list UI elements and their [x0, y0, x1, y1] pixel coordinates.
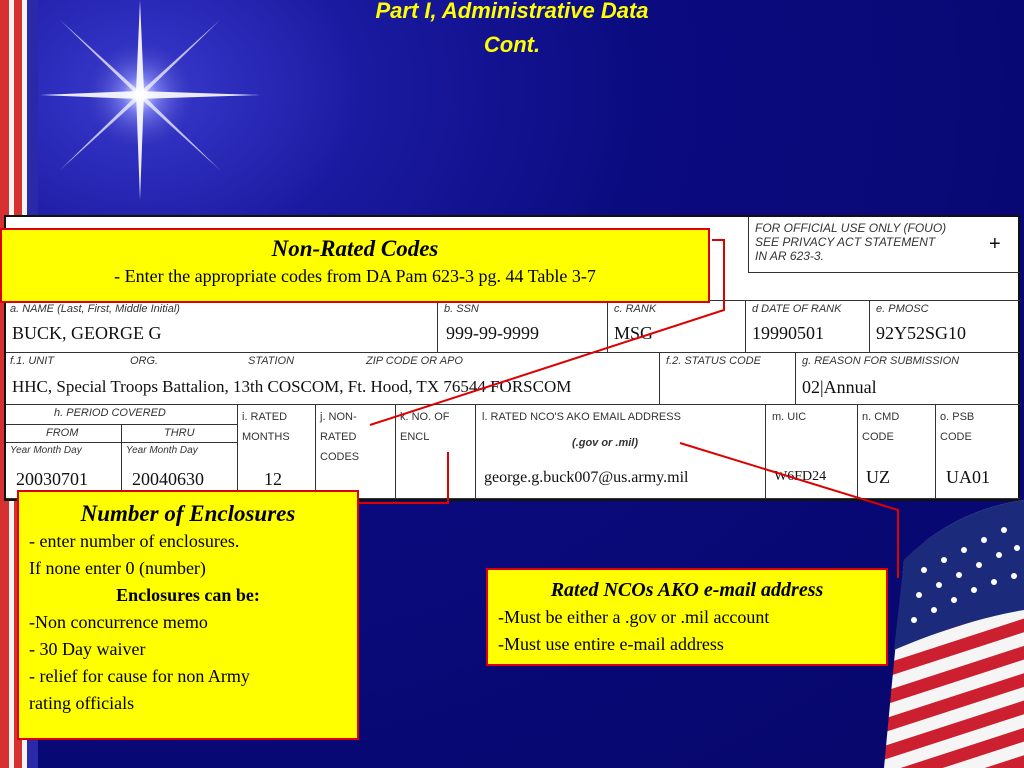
slide-title-line-1: Part I, Administrative Data [375, 0, 649, 23]
psb-code-label-2: CODE [940, 431, 972, 443]
enclosures-label-2: ENCL [400, 431, 430, 443]
ssn-label: b. SSN [444, 303, 479, 315]
zip-label: ZIP CODE OR APO [366, 355, 463, 367]
enclosures-line-6: rating officials [29, 693, 135, 713]
email-label: l. RATED NCO'S AKO EMAIL ADDRESS [482, 411, 681, 423]
uic-value: W6FD24 [774, 469, 827, 484]
enclosures-callout [17, 490, 359, 740]
cmd-code-label-2: CODE [862, 431, 894, 443]
pmosc-label: e. PMOSC [876, 303, 929, 315]
non-rated-label-1: j. NON- [320, 411, 357, 423]
name-label: a. NAME (Last, First, Middle Initial) [10, 303, 180, 315]
cmd-code-value: UZ [866, 467, 890, 487]
non-rated-label-2: RATED [320, 431, 357, 443]
enclosures-line-1: - enter number of enclosures. [29, 531, 240, 551]
email-callout [486, 568, 888, 666]
from-sub-label: Year Month Day [10, 445, 82, 456]
status-code-label: f.2. STATUS CODE [666, 355, 761, 367]
rank-value: MSG [614, 323, 654, 343]
rated-months-label-1: i. RATED [242, 411, 288, 423]
fouo-line-1: FOR OFFICIAL USE ONLY (FOUO) [755, 221, 947, 235]
slide-title-line-2: Cont. [483, 32, 541, 57]
reason-value: 02|Annual [802, 377, 877, 397]
fouo-line-3: IN AR 623-3. [755, 249, 824, 263]
date-of-rank-value: 19990501 [752, 323, 824, 343]
cmd-code-label-1: n. CMD [862, 411, 900, 423]
ssn-value: 999-99-9999 [446, 323, 539, 343]
station-label: STATION [248, 355, 295, 367]
thru-sub-label: Year Month Day [126, 445, 198, 456]
org-label: ORG. [130, 355, 159, 367]
non-rated-codes-callout [0, 228, 710, 303]
fouo-line-2: SEE PRIVACY ACT STATEMENT [755, 235, 936, 249]
psb-code-value: UA01 [946, 467, 990, 487]
enclosures-title: Number of Enclosures [80, 501, 296, 526]
enclosures-label-1: k. NO. OF [400, 411, 450, 423]
email-callout-line-2: -Must use entire e-mail address [498, 634, 724, 654]
plus-mark: + [989, 233, 1001, 255]
email-callout-title: Rated NCOs AKO e-mail address [550, 579, 824, 601]
email-value: george.g.buck007@us.army.mil [484, 469, 689, 486]
name-value: BUCK, GEORGE G [12, 323, 162, 343]
thru-value: 20040630 [132, 469, 204, 489]
from-label: FROM [46, 427, 79, 439]
email-callout-line-1: -Must be either a .gov or .mil account [498, 607, 770, 627]
psb-code-label-1: o. PSB [940, 411, 975, 423]
non-rated-codes-title: Non-Rated Codes [271, 236, 439, 261]
enclosures-line-5: - relief for cause for non Army [29, 666, 250, 686]
period-covered-label: h. PERIOD COVERED [54, 407, 166, 419]
email-sub-label: (.gov or .mil) [572, 437, 638, 449]
rated-months-label-2: MONTHS [242, 431, 290, 443]
rated-months-value: 12 [264, 469, 282, 489]
reason-label: g. REASON FOR SUBMISSION [802, 355, 960, 367]
enclosures-line-4: - 30 Day waiver [29, 639, 146, 659]
rank-label: c. RANK [614, 303, 657, 315]
from-value: 20030701 [16, 469, 88, 489]
pmosc-value: 92Y52SG10 [876, 323, 967, 343]
unit-label: f.1. UNIT [10, 355, 55, 367]
thru-label: THRU [164, 427, 195, 439]
non-rated-codes-text: - Enter the appropriate codes from DA Pam 623-3 pg. 44 Table 3-7 [114, 266, 596, 286]
non-rated-label-3: CODES [320, 451, 360, 463]
uic-label: m. UIC [772, 411, 807, 423]
enclosures-line-2: If none enter 0 (number) [29, 558, 206, 578]
unit-value: HHC, Special Troops Battalion, 13th COSCOM, Ft. Hood, TX 76544 FORSCOM [12, 377, 572, 396]
date-of-rank-label: d DATE OF RANK [752, 303, 842, 315]
enclosures-subtitle: Enclosures can be: [116, 585, 260, 605]
enclosures-line-3: -Non concurrence memo [29, 612, 208, 632]
